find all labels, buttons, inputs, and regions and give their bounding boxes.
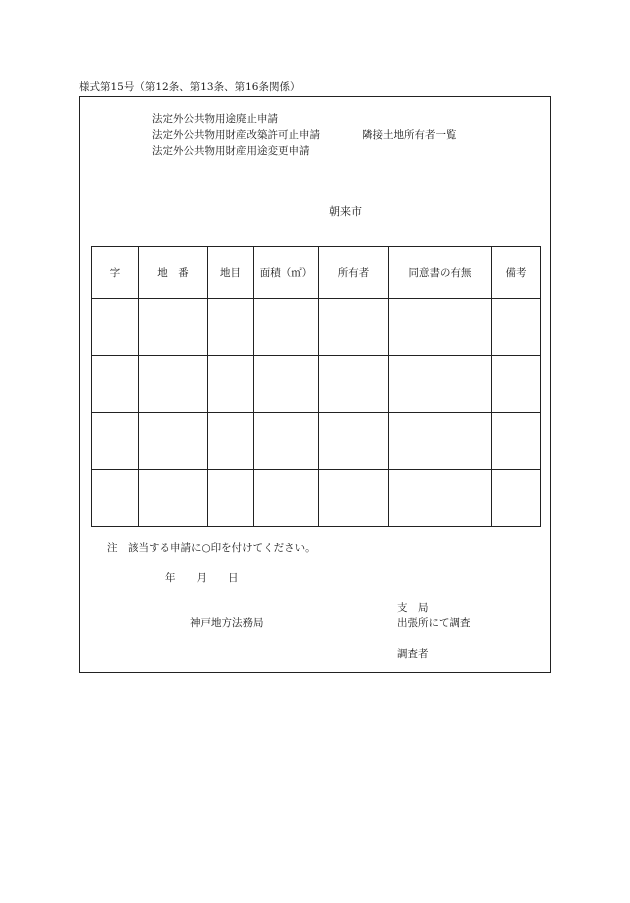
table-cell[interactable] [139,470,208,527]
table-cell[interactable] [319,470,389,527]
table-cell[interactable] [254,356,319,413]
table-cell[interactable] [492,299,541,356]
table-cell[interactable] [319,356,389,413]
table-cell[interactable] [492,413,541,470]
column-header-remarks: 備考 [492,247,541,299]
table-cell[interactable] [208,299,254,356]
table-row [92,299,541,356]
column-header-aza: 字 [92,247,139,299]
table-cell[interactable] [254,299,319,356]
table-cell[interactable] [92,356,139,413]
note-text: 注 該当する申請に○印を付けてください。 [107,542,316,554]
table-cell[interactable] [319,299,389,356]
column-header-consent: 同意書の有無 [389,247,492,299]
table-cell[interactable] [92,470,139,527]
table-cell[interactable] [389,356,492,413]
table-row [92,470,541,527]
table-header-row [92,247,541,299]
application-type-abolition: 法定外公共物用途廃止申請 [152,113,278,125]
table-cell[interactable] [92,299,139,356]
city-name: 朝来市 [329,205,362,218]
table-cell[interactable] [389,299,492,356]
table-cell[interactable] [389,413,492,470]
form-number: 様式第15号（第12条、第13条、第16条関係） [79,81,301,93]
table-cell[interactable] [139,299,208,356]
date-line: 年 月 日 [165,572,239,584]
table-cell[interactable] [139,413,208,470]
table-row [92,413,541,470]
inspector-label: 調査者 [397,648,429,660]
table-cell[interactable] [492,470,541,527]
application-type-renovation: 法定外公共物用財産改築許可止申請 [152,129,320,141]
branch-label: 支 局 [397,602,429,614]
column-header-owner: 所有者 [319,247,389,299]
column-header-area: 面積（㎡） [254,247,319,299]
table-cell[interactable] [319,413,389,470]
table-cell[interactable] [208,470,254,527]
column-header-land-category: 地目 [208,247,254,299]
table-cell[interactable] [139,356,208,413]
column-header-lot-number: 地 番 [139,247,208,299]
list-title: 隣接土地所有者一覧 [362,129,457,141]
table-cell[interactable] [208,356,254,413]
table-row [92,356,541,413]
table-cell[interactable] [254,470,319,527]
table-cell[interactable] [92,413,139,470]
legal-bureau-name: 神戸地方法務局 [190,617,264,629]
application-type-use-change: 法定外公共物用財産用途変更申請 [152,145,310,157]
table-cell[interactable] [208,413,254,470]
adjacent-owners-table [91,246,541,527]
table-cell[interactable] [254,413,319,470]
table-cell[interactable] [389,470,492,527]
office-survey-label: 出張所にて調査 [397,617,471,629]
table-cell[interactable] [492,356,541,413]
